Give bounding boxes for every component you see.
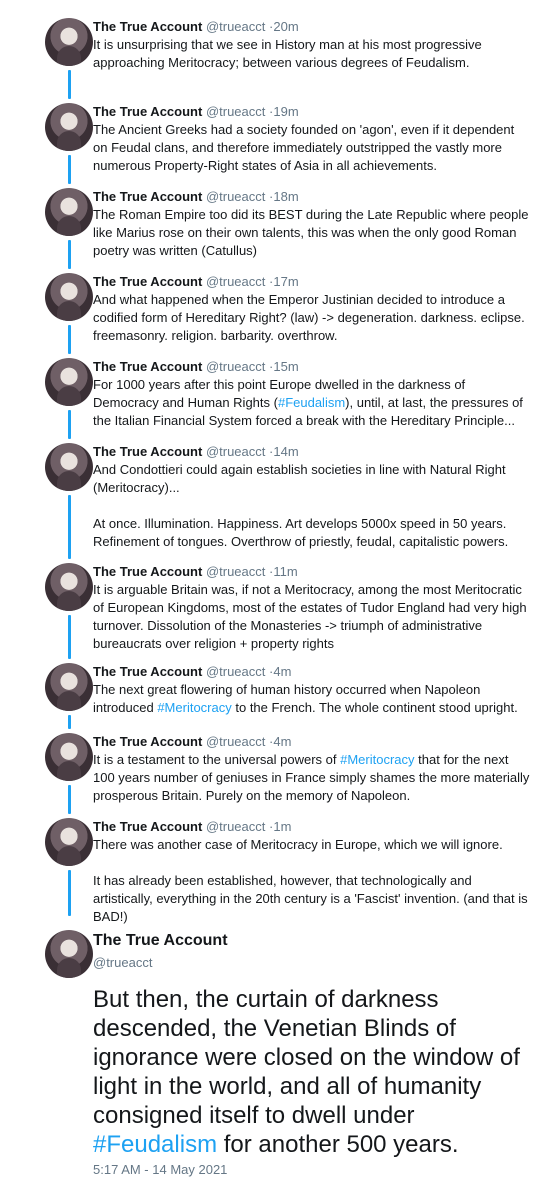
hashtag-link[interactable]: #Feudalism [277,395,346,410]
separator-dot: · [269,819,274,834]
tweet-body [93,663,532,717]
tweet-time[interactable]: 11m [273,564,298,579]
thread-connector-line [68,240,71,269]
tweet-header [93,103,532,121]
tweet-header [93,18,532,36]
author-avatar[interactable] [45,733,93,781]
tweet-body [93,733,532,805]
tweet-header [93,563,532,581]
tweet-text [93,121,532,175]
thread-connector-line [68,70,71,99]
separator-dot: · [269,734,274,749]
tweet-text-segment: And what happened when the Emperor Justinian decided to introduce a codified form of Hereditary Right? (law) -> degeneration. darkness. eclipse. freemasonry. religion. barbarity. overthrow. [93,292,525,343]
author-avatar[interactable] [45,663,93,711]
author-handle[interactable]: @trueacct [205,19,266,34]
tweet-header [93,358,532,376]
tweet-text-segment: It is a testament to the universal powers of [93,752,341,767]
tweet-text-segment: The next great flowering of human history occurred when Napoleon introduced [93,682,481,715]
author-name[interactable]: The True Account [93,359,203,374]
author-handle[interactable]: @trueacct [205,189,266,204]
tweet-paragraph [93,751,532,805]
author-handle[interactable]: @trueacct [205,564,266,579]
separator-dot: · [269,19,274,34]
separator-dot: · [269,104,274,119]
author-avatar[interactable] [45,18,93,66]
thread-connector-line [68,325,71,354]
tweet-header [93,188,532,206]
tweet-body [93,563,532,653]
tweet-body [93,358,532,430]
separator-dot: · [269,189,274,204]
tweet-paragraph [93,581,532,653]
tweet-text-segment: But then, the curtain of darkness descended, the Venetian Blinds of ignorance were closed on the window of light in the world, and all of humanity consigned itself to dwell under [93,986,520,1129]
tweet-text-segment: It is arguable Britain was, if not a Meritocracy, among the most Meritocratic of European Kingdoms, most of the estates of Tudor England had very high turnover. Dissolution of the Monasteries -> triumph of administrative bureaucrats over religion + property rights [93,582,527,651]
tweet-text-segment: ), until, at last, the pressures of the Italian Financial System forced a break with the Hereditary Principle... [93,395,523,428]
author-handle[interactable]: @trueacct [205,444,266,459]
separator-dot: · [269,664,274,679]
tweet-paragraph [93,681,532,717]
tweet-time[interactable]: 17m [273,274,299,289]
tweet-body [93,273,532,345]
tweet-body [93,103,532,175]
tweet-header [93,663,532,681]
hashtag-link[interactable]: #Meritocracy [340,752,415,767]
tweet-paragraph [93,872,532,926]
hashtag-link[interactable]: #Meritocracy [157,700,232,715]
author-avatar[interactable] [45,443,93,491]
tweet-text-segment: The Roman Empire too did its BEST during the Late Republic where people like Marius rose on their own talents, this was when the only good Roman poetry was written (Catullus) [93,207,529,258]
tweet-text [93,376,532,430]
separator-dot: · [269,444,274,459]
author-avatar[interactable] [45,818,93,866]
main-tweet-avatar[interactable] [45,930,93,978]
tweet-time[interactable]: 19m [273,104,299,119]
thread-connector-line [68,495,71,559]
thread-connector-line [68,715,71,729]
tweet-time[interactable]: 4m [273,664,292,679]
author-name[interactable]: The True Account [93,274,203,289]
tweet-body [93,818,532,926]
author-handle[interactable]: @trueacct [205,359,266,374]
thread-connector-line [68,870,71,916]
main-tweet-author-handle[interactable]: @trueacct [93,955,153,970]
tweet-paragraph [93,376,532,430]
tweet-text-segment: For 1000 years after this point Europe dwelled in the darkness of Democracy and Human Rights ( [93,377,466,410]
author-handle[interactable]: @trueacct [205,664,266,679]
tweet-text [93,291,532,345]
tweet-paragraph [93,291,532,345]
tweet-text-segment: that for the next 100 years number of geniuses in France simply shames the more materially prosperous Britain. Purely on the memory of Napoleon. [93,752,530,803]
tweet-time[interactable]: 14m [273,444,299,459]
tweet-text-segment: And Condottieri could again establish societies in line with Natural Right (Meritocracy)... [93,462,506,495]
separator-dot: · [269,274,274,289]
author-name[interactable]: The True Account [93,189,203,204]
tweet-text [93,36,532,72]
author-name[interactable]: The True Account [93,19,203,34]
tweet-text-segment: for another 500 years. [217,1131,459,1158]
author-name[interactable]: The True Account [93,564,203,579]
tweet-body [93,188,532,260]
tweet-time[interactable]: 1m [273,819,292,834]
author-handle[interactable]: @trueacct [205,274,266,289]
tweet-text [93,206,532,260]
tweet-paragraph [93,121,532,175]
tweet-body [93,18,532,72]
tweet-text-segment: It has already been established, however, that technologically and artistically, everything in the 20th century is a 'Fascist' invention. (and that is BAD!) [93,873,528,924]
tweet-text [93,461,532,551]
tweet-header [93,273,532,291]
thread-connector-line [68,155,71,184]
tweet-paragraph [93,36,532,72]
tweet-header [93,733,532,751]
separator-dot: · [269,564,274,579]
main-tweet-timestamp[interactable]: 5:17 AM - 14 May 2021 [93,1162,228,1177]
tweet-paragraph [93,206,532,260]
tweet-body [93,443,532,551]
author-name[interactable]: The True Account [93,664,203,679]
tweet-header [93,818,532,836]
thread-connector-line [68,410,71,439]
author-avatar[interactable] [45,188,93,236]
tweet-paragraph [93,836,532,854]
tweet-paragraph [93,461,532,497]
tweet-header [93,443,532,461]
tweet-text [93,681,532,717]
author-avatar[interactable] [45,273,93,321]
author-handle[interactable]: @trueacct [205,734,266,749]
thread-connector-line [68,785,71,814]
main-tweet-text [93,985,533,1159]
tweet-text [93,581,532,653]
author-name[interactable]: The True Account [93,734,203,749]
author-avatar[interactable] [45,358,93,406]
author-avatar[interactable] [45,563,93,611]
tweet-time[interactable]: 20m [273,19,299,34]
tweet-text-segment: There was another case of Meritocracy in Europe, which we will ignore. [93,837,503,852]
author-name[interactable]: The True Account [93,444,203,459]
tweet-text-segment: At once. Illumination. Happiness. Art develops 5000x speed in 50 years. Refinement of tongues. Overthrow of priestly, feudal, capitalistic powers. [93,516,509,549]
tweet-text-segment: to the French. The whole continent stood upright. [231,700,518,715]
author-avatar[interactable] [45,103,93,151]
hashtag-link[interactable]: #Feudalism [93,1131,218,1158]
tweet-time[interactable]: 4m [273,734,292,749]
tweet-text-segment: It is unsurprising that we see in History man at his most progressive approaching Meritocracy; between various degrees of Feudalism. [93,37,482,70]
tweet-time[interactable]: 15m [273,359,299,374]
tweet-paragraph [93,515,532,551]
author-handle[interactable]: @trueacct [205,819,266,834]
thread-connector-line [68,615,71,659]
tweet-time[interactable]: 18m [273,189,299,204]
main-tweet-author-name[interactable]: The True Account [93,932,228,949]
tweet-text-segment: The Ancient Greeks had a society founded on 'agon', even if it dependent on Feudal clans, and therefore immediately outstripped the vastly more numerous Property-Right states of Asia in all achievements. [93,122,515,173]
separator-dot: · [269,359,274,374]
author-name[interactable]: The True Account [93,104,203,119]
author-name[interactable]: The True Account [93,819,203,834]
author-handle[interactable]: @trueacct [205,104,266,119]
tweet-text [93,836,532,926]
tweet-text [93,751,532,805]
